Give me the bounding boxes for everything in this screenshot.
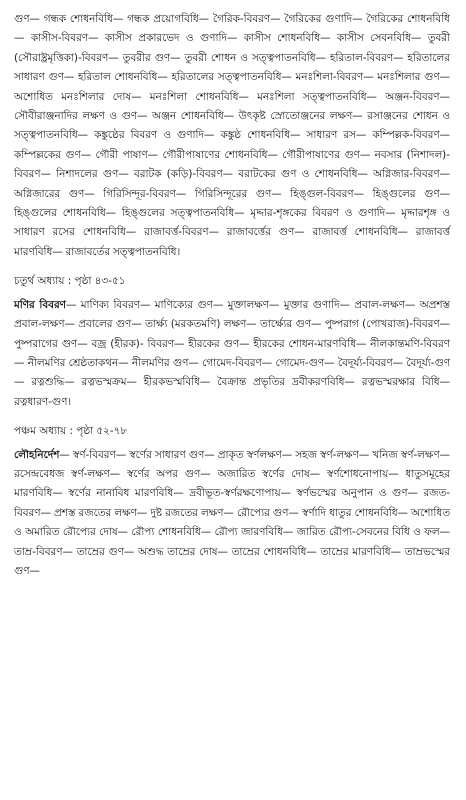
chapter4-heading: চতুর্থ অধ্যায় : পৃষ্ঠা ৪৩-৫১	[14, 275, 126, 288]
chapter5-contents	[14, 446, 450, 582]
chapter4-lead: মণির বিবরণ	[14, 298, 66, 311]
chapter4-body: — মাণিক্য বিবরণ— মাণিক্যের গুণ— মুক্তালক্ষণ— মুক্তার গুণাদি— প্রবাল-লক্ষণ— অপ্রশস্ত প্রবাল-লক্ষণ— প্রবালের গুণ— তার্ক্ষ্য (মরকতমণি) লক্ষণ— তার্ক্ষ্যের গুণ— পুষ্পরাগ (পোখরাজ)-বিবরণ— পুষ্পরাগের গুণ— বজ্র (হীরক)- বিবরণ— হীরকের গুণ— হীরকের শোধন-মারণবিধি— নীলকান্তমণি-বিবরণ— নীলমণির শ্রেষ্ঠতাকথন— নীলমণির গুণ— গোমেদ-বিবরণ— গোমেদ-গুণ— বৈদূর্য্য-বিবরণ— বৈদূর্য্য-গুণ— রত্নশুদ্ধি— রত্নভস্মক্রম— হীরকভস্মবিধি— বৈক্রান্ত প্রভৃতির দ্রবীকরণবিধি— রত্নভস্মরক্ষার বিধি— রত্নধারণ-গুণ।	[14, 298, 450, 408]
chapter5-lead: লৌহনির্দেশ	[14, 448, 60, 461]
chapter3-continuation: গুণ— গন্ধক শোধনবিধি— গন্ধক প্রয়োগবিধি— গৈরিক-বিবরণ— গৈরিকের গুণাদি— গৈরিকের শোধনবিধি— কাসীস-বিবরণ— কাসীস প্রকারভেদ ও গুণাদি— কাসীস শোধনবিধি— কাসীস সেবনবিধি— তুবরী (সৌরাষ্ট্রমৃত্তিকা)-বিবরণ— তুবরীর গুণ— তুবরী শোধন ও সত্ত্বপাতনবিধি— হরিতাল-বিবরণ— হরিতালের সাধারণ গুণ— হরিতাল শোধনবিধি— হরিতালের সত্ত্বপাতনবিধি— মনঃশিলা-বিবরণ— মনঃশিলার গুণ— অশোধিত মনঃশিলার দোষ— মনঃশিলা শোধনবিধি— মনঃশিলা সত্ত্বপাতনবিধি— অঞ্জন-বিবরণ— সৌবীরাঞ্জনাদির লক্ষণ ও গুণ— অঞ্জন শোধনবিধি— উৎকৃষ্ট স্রোতোঞ্জনের লক্ষণ— রসাঞ্জনের শোধন ও সত্ত্বপাতনবিধি— কঙ্কুষ্ঠের বিবরণ ও গুণাদি— কঙ্কুষ্ঠ শোধনবিধি— সাধারণ রস— কম্পিল্লক-বিবরণ— কম্পিল্লকের গুণ— গৌরী পাষাণ— গৌরীপাষাণের শোধনবিধি— গৌরীপাষাণের গুণ— নবসার (নিশাদল)-বিবরণ— নিশাদলের গুণ— বরাটক (কড়ি)-বিবরণ— বরাটকের গুণ ও শোধনবিধি— অগ্নিজার-বিবরণ— অগ্নিজারের গুণ— গিরিসিন্দূর-বিবরণ— গিরিসিন্দূরের গুণ— হিঙ্গুল-বিবরণ— হিঙ্গুলের গুণ— হিঙ্গুলের শোধনবিধি— হিঙ্গুলের সত্ত্বপাতনবিধি— মৃদ্দার-শৃঙ্গকের বিবরণ ও গুণাদি— মৃদ্দারশৃঙ্গ ও সাধারণ রসের শোধনবিধি— রাজাবর্ত্ত-বিবরণ— রাজাবর্ত্তের গুণ— রাজাবর্ত্ত শোধনবিধি— রাজাবর্ত্ত মারণবিধি— রাজাবর্তের সত্ত্বপাতনবিধি।	[14, 13, 450, 258]
chapter5-heading: পঞ্চম অধ্যায় : পৃষ্ঠা ৫২-৭৮	[14, 425, 128, 438]
chapter5-body: — স্বর্ণ-বিবরণ— স্বর্ণের সাধারণ গুণ— প্রাকৃত স্বর্ণলক্ষণ— সহজ স্বর্ণ-লক্ষণ— খনিজ স্বর্ণ-লক্ষণ— রসেন্দ্রবেধজ স্বর্ণ-লক্ষণ— স্বর্ণের অপর গুণ— অজারিত স্বর্ণের দোষ— স্বর্ণশোধনোপায়— ধাতুসমূহের মারণবিধি— স্বর্ণের নানাবিধ মারণবিধি— দ্রবীভূত-স্বর্ণরক্ষণোপায়— স্বর্ণভস্মের অনুপান ও গুণ— রজত-বিবরণ— প্রশস্ত রজতের লক্ষণ— দুষ্ট রজতের লক্ষণ— রৌপ্যের গুণ— স্বর্ণাদি ধাতুর শোধনবিধি— অশোধিত ও অমারিত রৌপ্যের দোষ— রৌপ্য শোধনবিধি— রৌপ্য জারণবিধি— জারিত রৌপ্য-সেবনের বিধি ও ফল— তাম্র-বিবরণ— তাম্রের গুণ— অশুদ্ধ তাম্রের দোষ— তাম্রের শোধনবিধি— তাম্রের মারণবিধি— তাম্রভস্মের গুণ—	[14, 448, 450, 577]
chapter4-contents	[14, 296, 450, 412]
